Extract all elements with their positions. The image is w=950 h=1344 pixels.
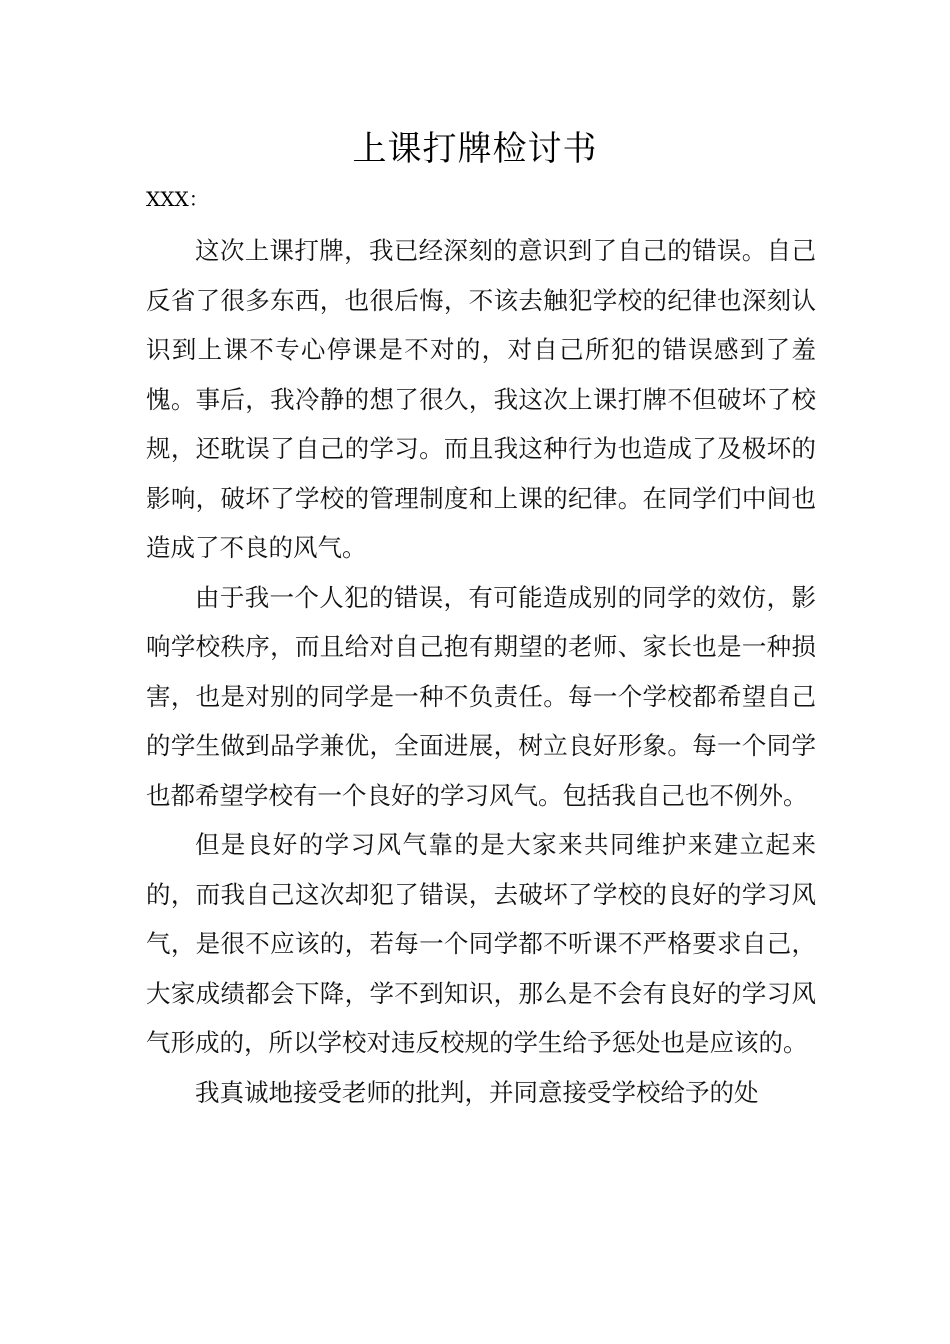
paragraph-1: 这次上课打牌，我已经深刻的意识到了自己的错误。自己反省了很多东西，也很后悔，不该去触犯学校的纪律也深刻认识到上课不专心停课是不对的，对自己所犯的错误感到了羞愧。事后，我冷静的想了很久，我这次上课打牌不但破坏了校规，还耽误了自己的学习。而且我这种行为也造成了及极坏的影响，破坏了学校的管理制度和上课的纪律。在同学们中间也造成了不良的风气。 bbox=[146, 236, 816, 562]
document-body bbox=[146, 226, 816, 1117]
salutation: XXX： bbox=[146, 187, 209, 211]
paragraph-3: 但是良好的学习风气靠的是大家来共同维护来建立起来的，而我自己这次却犯了错误，去破坏了学校的良好的学习风气，是很不应该的，若每一个同学都不听课不严格要求自己，大家成绩都会下降，学不到知识，那么是不会有良好的学习风气形成的，所以学校对违反校规的学生给予惩处也是应该的。 bbox=[146, 830, 816, 1057]
paragraph-2: 由于我一个人犯的错误，有可能造成别的同学的效仿，影响学校秩序，而且给对自己抱有期望的老师、家长也是一种损害，也是对别的同学是一种不负责任。每一个学校都希望自己的学生做到品学兼优，全面进展，树立良好形象。每一个同学也都希望学校有一个良好的学习风气。包括我自己也不例外。 bbox=[146, 582, 816, 810]
document-title: 上课打牌检讨书 bbox=[352, 129, 598, 169]
paragraph-4: 我真诚地接受老师的批判，并同意接受学校给予的处 bbox=[195, 1077, 759, 1107]
